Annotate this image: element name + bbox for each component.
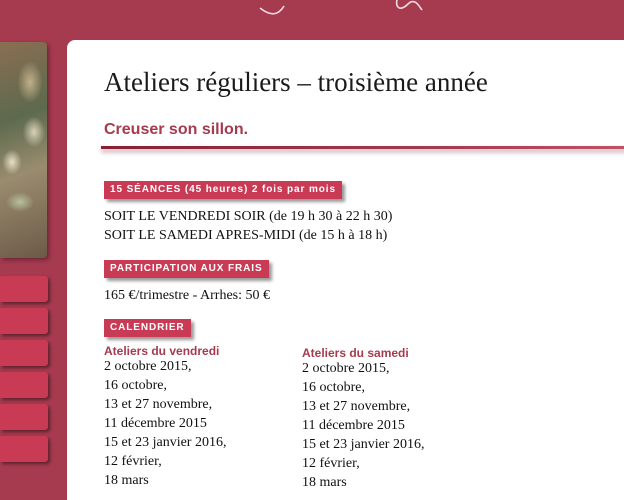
vendredi-date: 12 février, — [104, 454, 162, 469]
vendredi-date: 18 mars — [104, 473, 149, 488]
frais-badge: PARTICIPATION AUX FRAIS — [104, 260, 269, 278]
samedi-date: 12 février, — [302, 456, 360, 471]
seances-badge: 15 SÉANCES (45 heures) 2 fois par mois — [104, 181, 342, 199]
page-subtitle: Creuser son sillon. — [104, 121, 249, 138]
samedi-date: 15 et 23 janvier 2016, — [302, 437, 425, 452]
calendrier-badge: CALENDRIER — [104, 319, 191, 337]
samedi-heading: Ateliers du samedi — [302, 346, 409, 360]
side-menu-button-2[interactable] — [0, 308, 48, 334]
script-logo-ornament — [250, 0, 450, 20]
samedi-dates — [302, 361, 424, 494]
vendredi-date: 2 octobre 2015, — [104, 359, 192, 374]
frais-line: 165 €/trimestre - Arrhes: 50 € — [104, 288, 271, 303]
side-menu-button-4[interactable] — [0, 372, 48, 398]
samedi-date: 16 octobre, — [302, 380, 365, 395]
side-menu — [0, 276, 48, 468]
seances-line-2: SOIT LE SAMEDI APRES-MIDI (de 15 h à 18 h) — [104, 228, 388, 243]
page-title: Ateliers réguliers – troisième année — [104, 67, 488, 97]
side-photo — [0, 42, 47, 258]
content-panel — [67, 40, 624, 500]
vendredi-date: 15 et 23 janvier 2016, — [104, 435, 227, 450]
seances-line-1: SOIT LE VENDREDI SOIR (de 19 h 30 à 22 h 30) — [104, 209, 393, 224]
side-menu-button-3[interactable] — [0, 340, 48, 366]
side-menu-button-6[interactable] — [0, 436, 48, 462]
vendredi-heading: Ateliers du vendredi — [104, 344, 220, 358]
samedi-date: 2 octobre 2015, — [302, 361, 390, 376]
side-menu-button-1[interactable] — [0, 276, 48, 302]
vendredi-date: 11 décembre 2015 — [104, 416, 207, 431]
vendredi-date: 13 et 27 novembre, — [104, 397, 213, 412]
vendredi-date: 16 octobre, — [104, 378, 167, 393]
side-menu-button-5[interactable] — [0, 404, 48, 430]
samedi-date: 13 et 27 novembre, — [302, 399, 411, 414]
samedi-date: 11 décembre 2015 — [302, 418, 405, 433]
samedi-date: 18 mars — [302, 475, 347, 490]
vendredi-dates — [104, 359, 226, 492]
title-divider — [101, 146, 624, 149]
